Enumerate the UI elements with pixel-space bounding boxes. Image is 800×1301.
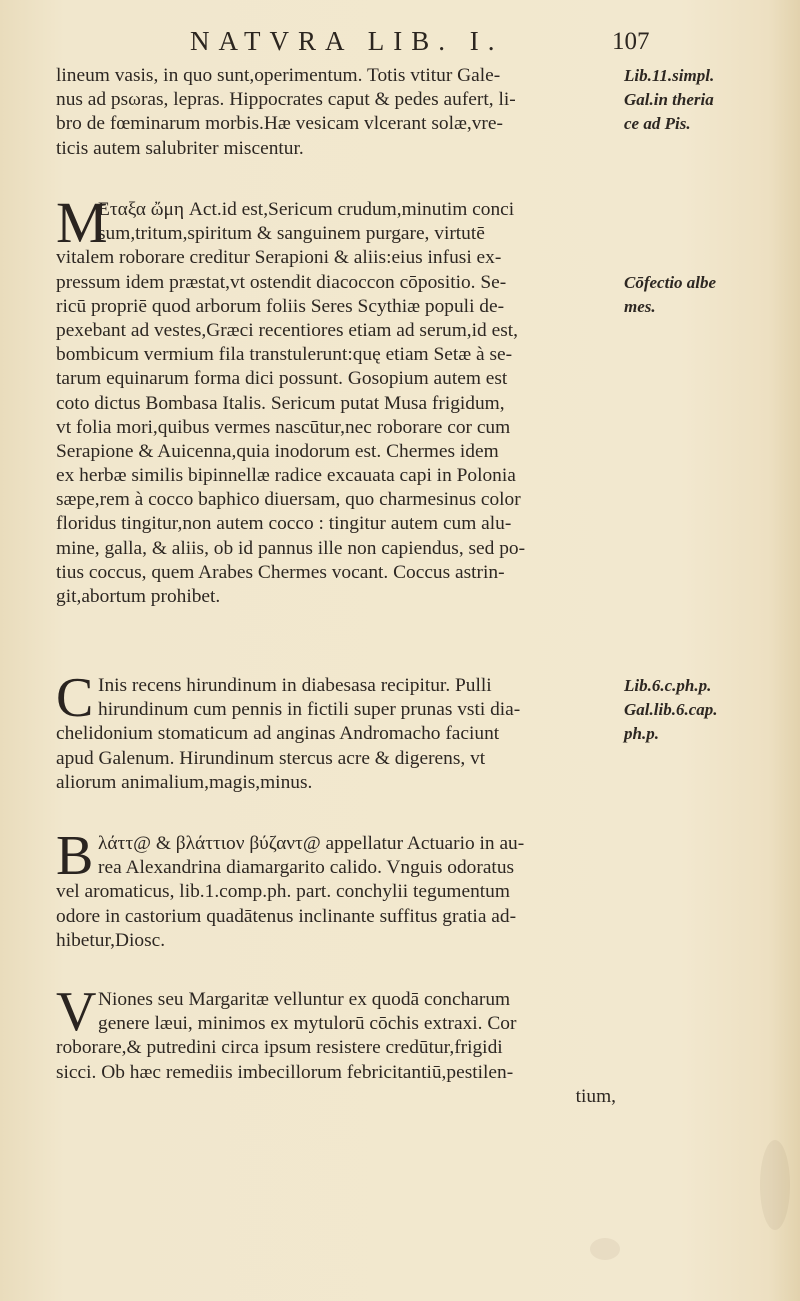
text-line: genere læui, minimos ex mytulorū cōchis extraxi. Cor (98, 1013, 517, 1035)
margin-note-3 (624, 674, 794, 747)
text-line: sæpe,rem à cocco baphico diuersam, quo charmesinus color (56, 489, 521, 511)
text-line: bombicum vermium fila transtulerunt:quę etiam Setæ à se- (56, 344, 513, 366)
text-line: hirundinum cum pennis in fictili super prunas vsti dia- (98, 699, 521, 721)
text-line: pexebant ad vestes,Græci recentiores etiam ad serum,id est, (56, 319, 518, 341)
margin-note-line: Gal.lib.6.cap. (624, 700, 718, 720)
text-line: sum,tritum,spiritum & sanguinem purgare, virtutē (98, 223, 485, 245)
paper-stain (760, 1140, 790, 1230)
text-line: git,abortum prohibet. (56, 586, 221, 607)
text-line: floridus tingitur,non autem cocco : tingitur autem cum alu- (56, 513, 512, 535)
text-line: hibetur,Diosc. (56, 929, 166, 951)
page-header (0, 20, 800, 60)
running-head: NATVRA LIB. I. (190, 26, 504, 56)
text-line: Inis recens hirundinum in diabesasa recipitur. Pulli (98, 675, 492, 696)
drop-cap: B (56, 825, 94, 887)
text-line: vitalem roborare creditur Serapioni & aliis:eius infusi ex- (56, 247, 502, 269)
text-line: coto dictus Bombasa Italis. Sericum putat Musa frigidum, (56, 392, 505, 414)
paper-stain (590, 1238, 620, 1260)
text-line: lineum vasis, in quo sunt,operimentum. Totis vtitur Gale- (56, 65, 501, 86)
text-line: Serapione & Auicenna,quia inodorum est. Chermes idem (56, 440, 499, 462)
text-line: pressum idem præstat,vt ostendit diacoccon cōpositio. Se- (56, 271, 507, 293)
text-line: ticis autem salubriter miscentur. (56, 137, 304, 159)
text-line: aliorum animalium,magis,minus. (56, 771, 313, 793)
text-line: λάττ@ & βλάττιον βύζαντ@ appellatur Actuario in au- (98, 833, 525, 854)
margin-note-line: ce ad Pis. (624, 114, 691, 134)
text-line: tius coccus, quem Arabes Chermes vocant. Coccus astrin- (56, 561, 505, 583)
text-line: bro de fœminarum morbis.Hæ vesicam vlcerant solæ,vre- (56, 113, 503, 135)
text-line: roborare,& putredini circa ipsum resistere credūtur,frigidi (56, 1037, 503, 1059)
margin-note-line: mes. (624, 297, 656, 317)
drop-cap: V (56, 981, 97, 1043)
text-line: chelidonium stomaticum ad anginas Andromacho faciunt (56, 723, 500, 745)
margin-note-line: Cōfectio albe (624, 273, 717, 292)
paragraph-1 (56, 64, 616, 161)
text-line: odore in castorium quadātenus inclinante suffitus gratia ad- (56, 905, 517, 927)
text-line: ricū propriē quod arborum foliis Seres Scythiæ populi de- (56, 295, 505, 317)
text-line: tarum equinarum forma dici possunt. Gosopium autem est (56, 368, 508, 390)
text-line: vel aromaticus, lib.1.comp.ph. part. conchylii tegumentum (56, 881, 510, 903)
paragraph-3 (56, 667, 616, 795)
text-line: apud Galenum. Hirundinum stercus acre & digerens, vt (56, 747, 486, 769)
margin-note-line: Gal.in theria (624, 90, 714, 110)
margin-note-2 (624, 271, 794, 319)
margin-note-1 (624, 64, 794, 137)
margin-note-line: Lib.6.c.ph.p. (624, 676, 712, 695)
text-line: vt folia mori,quibus vermes nascūtur,nec roborare cor cum (56, 416, 511, 438)
margin-note-line: Lib.11.simpl. (624, 66, 715, 85)
text-line: ex herbæ similis bipinnellæ radice excauata capi in Polonia (56, 465, 516, 487)
paragraph-4 (56, 825, 616, 953)
text-line: rea Alexandrina diamargarito calido. Vnguis odoratus (98, 857, 515, 879)
drop-cap: M (56, 190, 108, 255)
paragraph-5 (56, 981, 616, 1109)
page-number: 107 (612, 28, 650, 55)
text-line: mine, galla, & aliis, ob id pannus ille non capiendus, sed po- (56, 537, 526, 559)
paragraph-2 (56, 190, 616, 609)
text-line: Niones seu Margaritæ velluntur ex quodā concharum (98, 989, 511, 1010)
drop-cap: C (56, 667, 94, 729)
text-line: sicci. Ob hæc remediis imbecillorum febricitantiū,pestilen- (56, 1061, 514, 1083)
margin-note-line: ph.p. (624, 724, 659, 744)
text-line: Εταξα ὤμη Act.id est,Sericum crudum,minutim conci (98, 199, 515, 220)
text-line: nus ad psωras, lepras. Hippocrates caput & pedes aufert, li- (56, 89, 516, 111)
text-line: tium, (575, 1085, 616, 1107)
